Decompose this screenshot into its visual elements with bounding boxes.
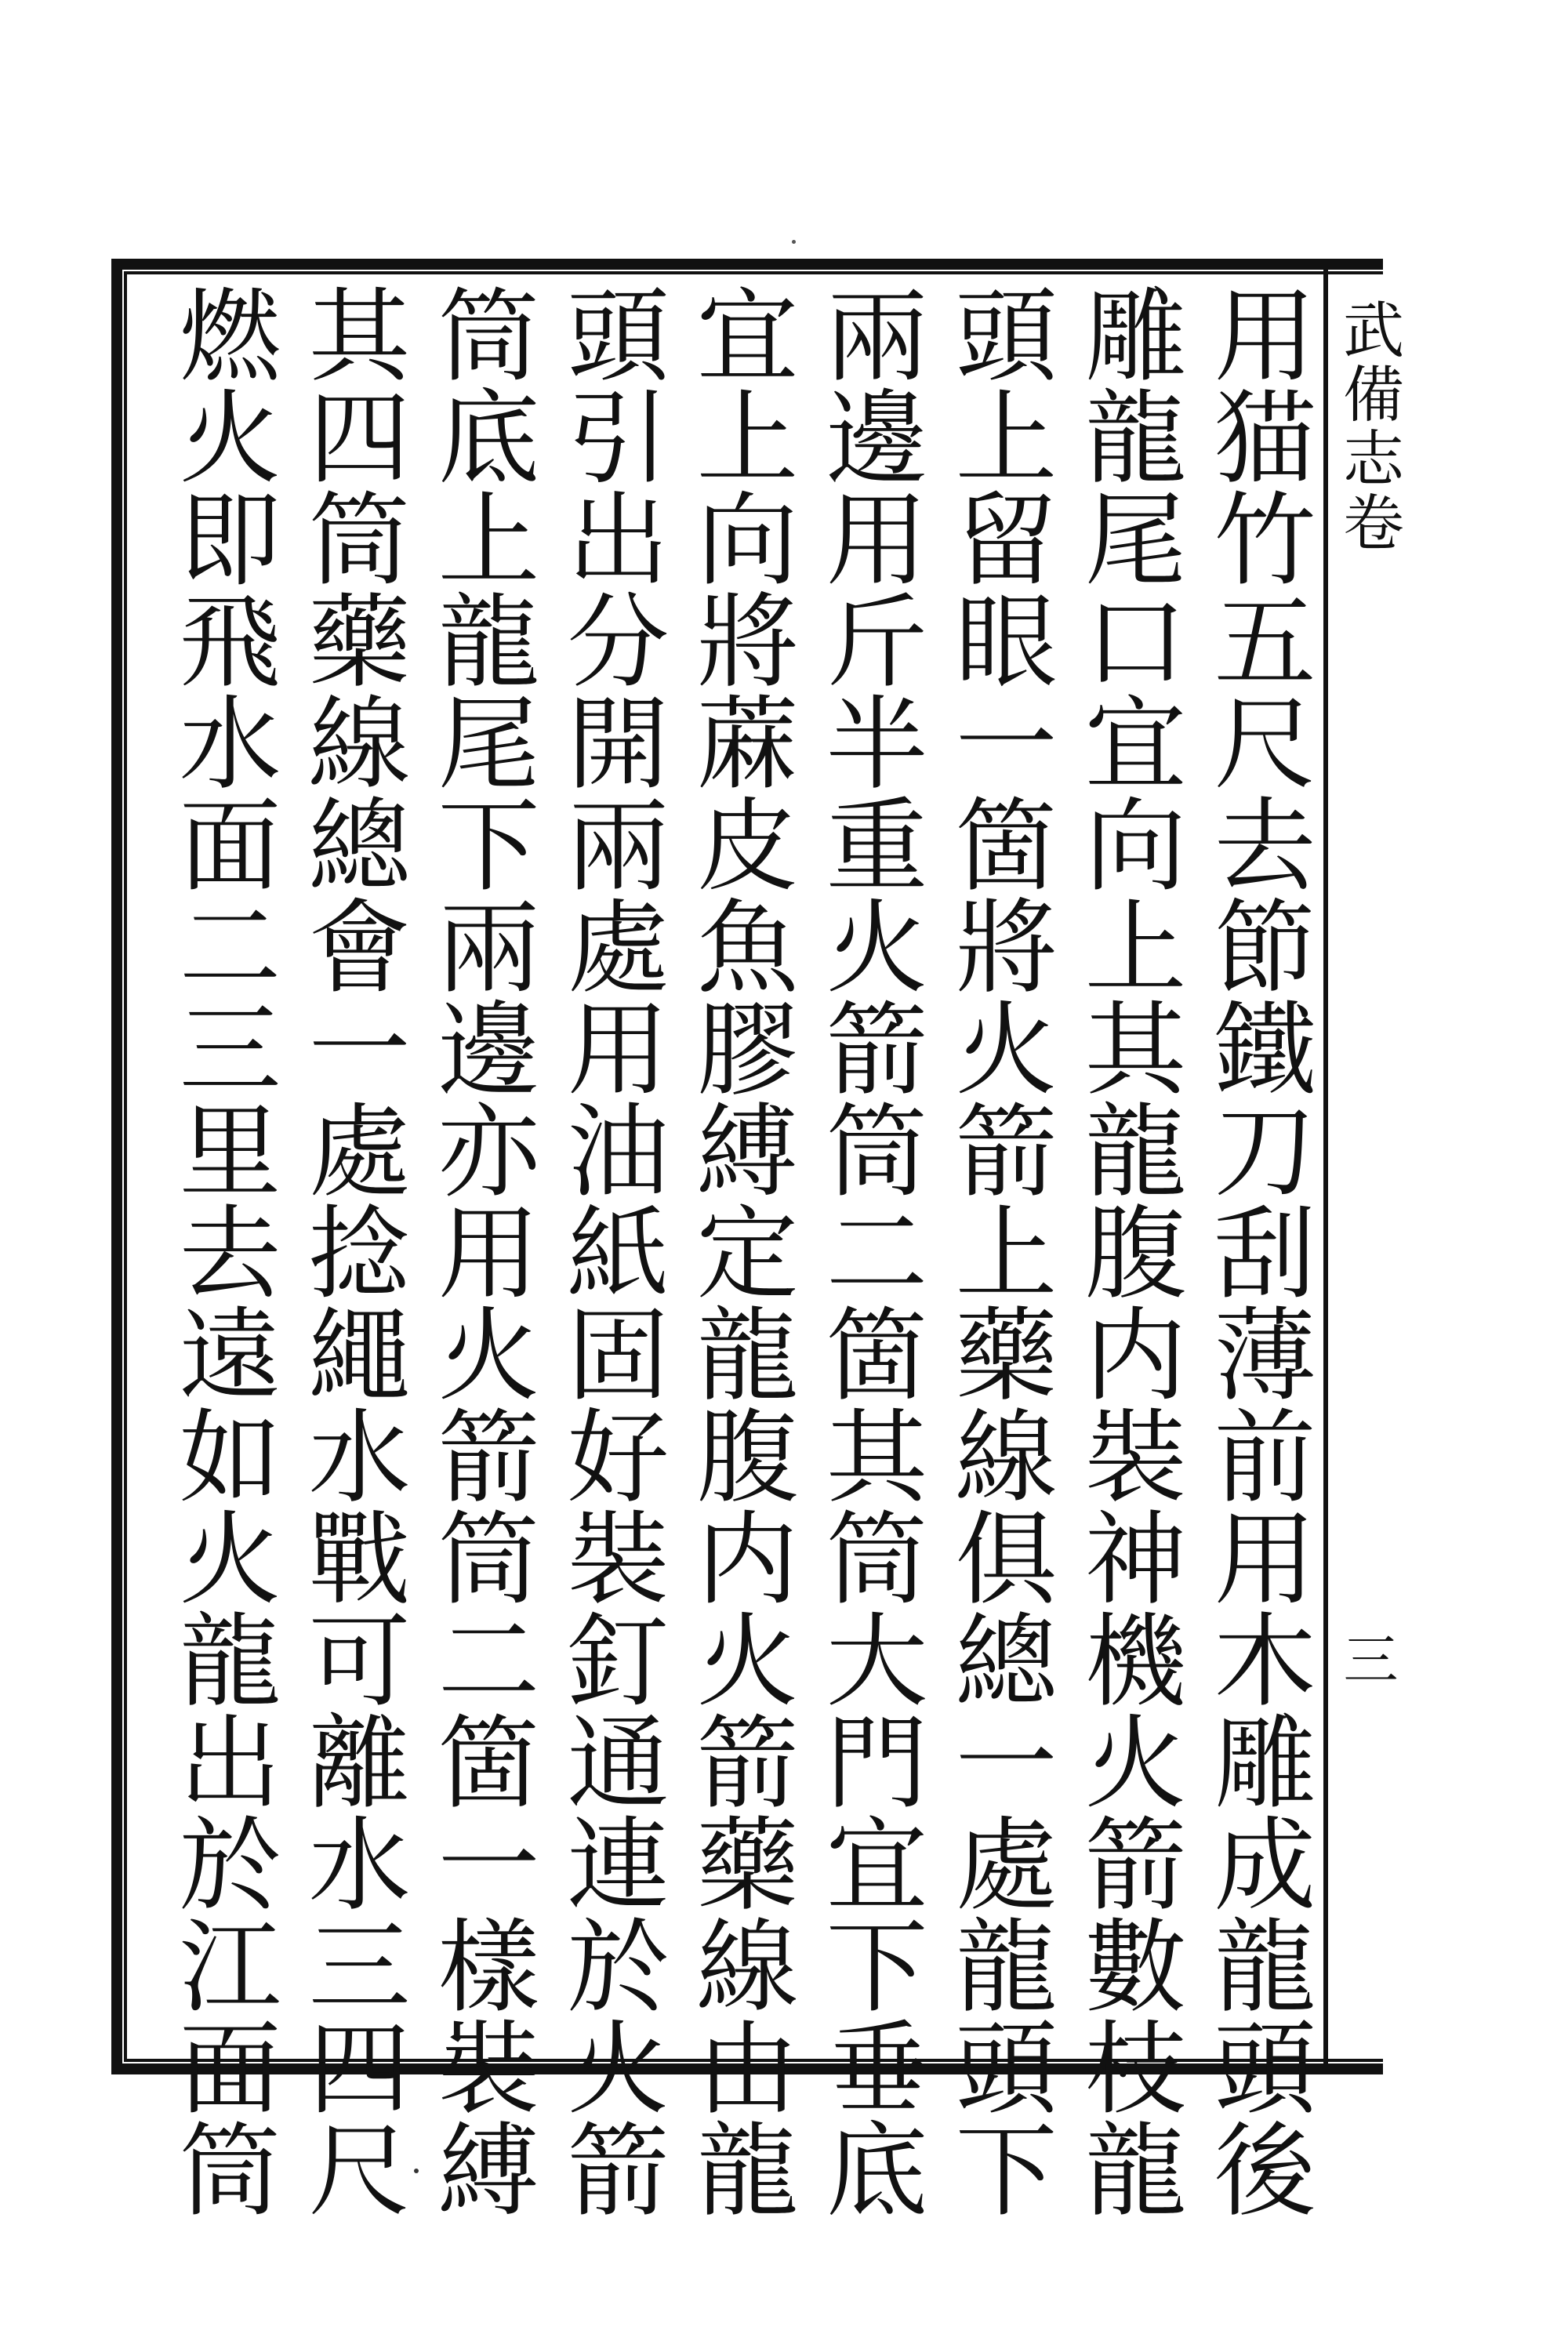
ink-speck: [414, 2169, 419, 2173]
text-column-6: 頭引出分開兩處用油紙固好裝釘通連於火箭: [550, 282, 670, 2219]
text-column-9: 燃火即飛水面二三里去遠如火龍出於江面筒: [162, 282, 281, 2219]
gutter-title: 武備志卷: [1333, 298, 1403, 555]
text-column-3: 頭上留眼一箇將火箭上藥線俱總一處龍頭下: [938, 282, 1058, 2219]
text-column-1: 用猫竹五尺去節鐵刀刮薄前用木雕成龍頭後: [1197, 282, 1316, 2219]
folio-number: 三: [1334, 1631, 1399, 1686]
text-column-2: 雕龍尾口宜向上其龍腹内裝神機火箭數枝龍: [1068, 282, 1187, 2219]
text-column-5: 宜上向將蔴皮魚膠縛定龍腹内火箭藥線由龍: [680, 282, 799, 2219]
main-text: [140, 282, 1316, 2219]
text-column-4: 兩邊用斤半重火箭筒二箇其筒大門宜下垂底: [809, 282, 928, 2219]
gutter-rule: [1323, 259, 1328, 2074]
text-column-8: 其四筒藥線總會一處捻繩水戰可離水三四尺: [292, 282, 411, 2219]
gutter-banxin: [1333, 282, 1403, 2007]
text-column-7: 筒底上龍尾下兩邊亦用火箭筒二箇一樣裝縛: [421, 282, 540, 2219]
ink-speck: [792, 240, 796, 244]
